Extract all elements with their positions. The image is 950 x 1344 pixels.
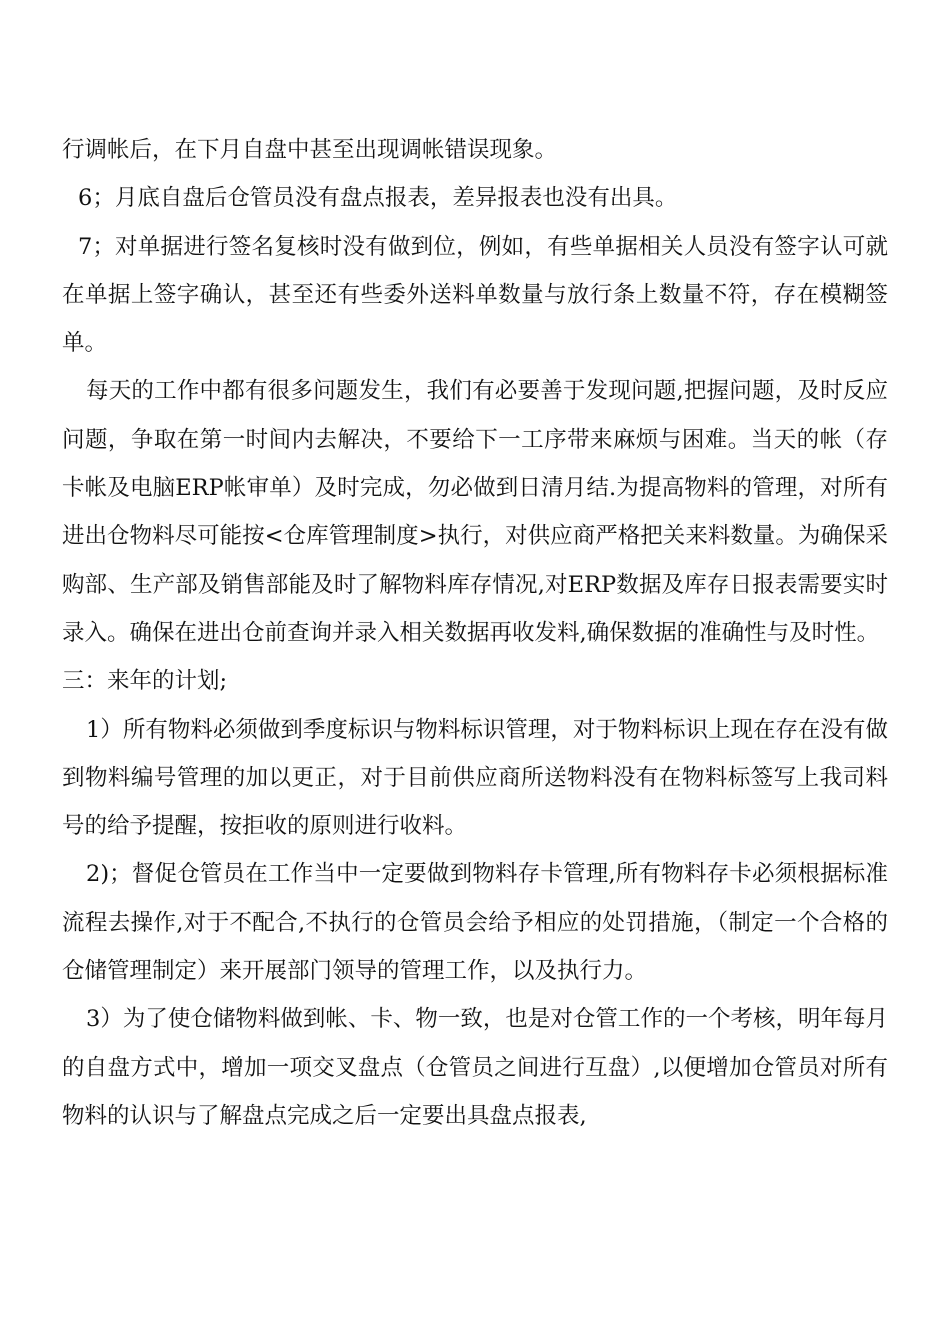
paragraph-plan-3: 3）为了使仓储物料做到帐、卡、物一致，也是对仓管工作的一个考核，明年每月的自盘方式中，增加一项交叉盘点（仓管员之间进行互盘）,以便增加仓管员对所有物料的认识与了解盘点完成之后一定要出具盘点报表, (62, 1006, 888, 1129)
paragraph-item-6: 6；月底自盘后仓管员没有盘点报表，差异报表也没有出具。 (78, 185, 678, 212)
paragraph-daily-work: 每天的工作中都有很多问题发生，我们有必要善于发现问题,把握问题，及时反应问题，争取在第一时间内去解决，不要给下一工序带来麻烦与困难。当天的帐（存卡帐及电脑ERP帐审单）及时完成，勿必做到日清月结.为提高物料的管理，对所有进出仓物料尽可能按<仓库管理制度>执行，对供应商严格把关来料数量。为确保采购部、生产部及销售部能及时了解物料库存情况,对ERP数据及库存日报表需要实时录入。确保在进出仓前查询并录入相关数据再收发料,确保数据的准确性与及时性。 (62, 378, 888, 646)
section-heading-next-year-plan: 三：来年的计划; (62, 668, 228, 695)
document-body (62, 126, 888, 1140)
paragraph-item-7: 7；对单据进行签名复核时没有做到位，例如，有些单据相关人员没有签字认可就在单据上签字确认，甚至还有些委外送料单数量与放行条上数量不符，存在模糊签单。 (62, 233, 888, 357)
paragraph-plan-1: 1）所有物料必须做到季度标识与物料标识管理，对于物料标识上现在存在没有做到物料编号管理的加以更正，对于目前供应商所送物料没有在物料标签写上我司料号的给予提醒，按拒收的原则进行收料。 (62, 716, 888, 840)
paragraph-continuation: 行调帐后，在下月自盘中甚至出现调帐错误现象。 (62, 137, 558, 163)
paragraph-plan-2: 2)；督促仓管员在工作当中一定要做到物料存卡管理,所有物料存卡必须根据标准流程去操作,对于不配合,不执行的仓管员会给予相应的处罚措施，（制定一个合格的仓储管理制定）来开展部门领导的管理工作，以及执行力。 (62, 861, 888, 985)
